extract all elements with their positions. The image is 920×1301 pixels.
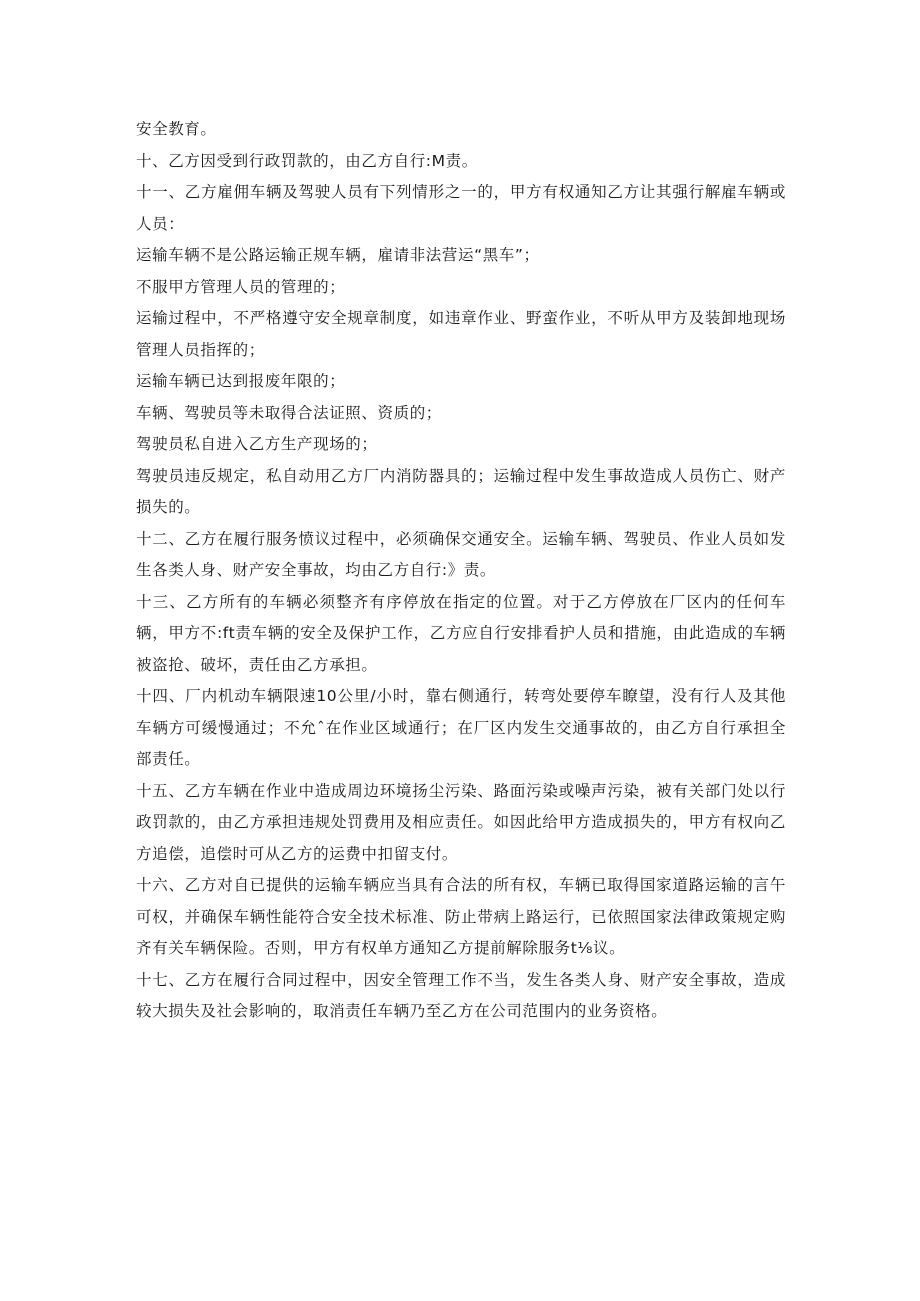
clause-11-item: 驾驶员私自进入乙方生产现场的；: [136, 435, 378, 453]
clause-11-item: 运输车辆已达到报废年限的；: [136, 372, 346, 390]
clause-10: 十、乙方因受到行政罚款的，由乙方自行:M责。: [136, 151, 478, 170]
clause-11: 十一、乙方雇佣车辆及驾驶人员有下列情形之一的，甲方有权通知乙方让其强行解雇车辆或人员：: [136, 183, 786, 233]
clause-11-item: 不服甲方管理人员的管理的；: [136, 277, 346, 296]
clause-15: 十五、乙方车辆在作业中造成周边环境扬尘污染、路面污染或噪声污染，被有关部门处以行政罚款的，由乙方承担违规处罚费用及相应责任。如因此给甲方造成损失的，甲方有权向乙方追偿，追偿时可从乙方的运费中扣留支付。: [136, 781, 786, 863]
paragraph-continuation: 安全教育。: [136, 120, 217, 138]
clause-13: 十三、乙方所有的车辆必须整齐有序停放在指定的位置。对于乙方停放在厂区内的任何车辆，甲方不:ft责车辆的安全及保护工作，乙方应自行安排看护人员和措施，由此造成的车辆被盗抢、破坏，责任由乙方承担。: [136, 592, 786, 674]
clause-14: 十四、厂内机动车辆限速10公里/小时，靠右侧通行，转弯处要停车瞭望，没有行人及其他车辆方可缓慢通过；不允ˆ在作业区域通行；在厂区内发生交通事故的，由乙方自行承担全部责任。: [136, 687, 786, 768]
clause-11-item: 车辆、驾驶员等未取得合法证照、资质的；: [136, 403, 442, 422]
clause-11-item: 运输过程中，不严格遵守安全规章制度，如违章作业、野蛮作业，不听从甲方及装卸地现场管理人员指挥的；: [136, 309, 786, 359]
document-body: [136, 114, 786, 1028]
clause-12: 十二、乙方在履行服务愤议过程中，必须确保交通安全。运输车辆、驾驶员、作业人员如发生各类人身、财产安全事故，均由乙方自行:》责。: [136, 529, 786, 579]
clause-16: 十六、乙方对自已提供的运输车辆应当具有合法的所有权，车辆已取得国家道路运输的言午可权，并确保车辆性能符合安全技术标准、防止带病上路运行，已依照国家法律政策规定购齐有关车辆保险。否则，甲方有权单方通知乙方提前解除服务t⅛议。: [136, 876, 786, 957]
clause-11-item: 运输车辆不是公路运输正规车辆，雇请非法营运“黑车”；: [136, 246, 540, 264]
clause-11-item: 驾驶员违反规定，私自动用乙方厂内消防器具的；运输过程中发生事故造成人员伤亡、财产损失的。: [136, 466, 786, 516]
clause-17: 十七、乙方在履行合同过程中，因安全管理工作不当，发生各类人身、财产安全事故，造成较大损失及社会影响的，取消责任车辆乃至乙方在公司范围内的业务资格。: [136, 970, 786, 1020]
